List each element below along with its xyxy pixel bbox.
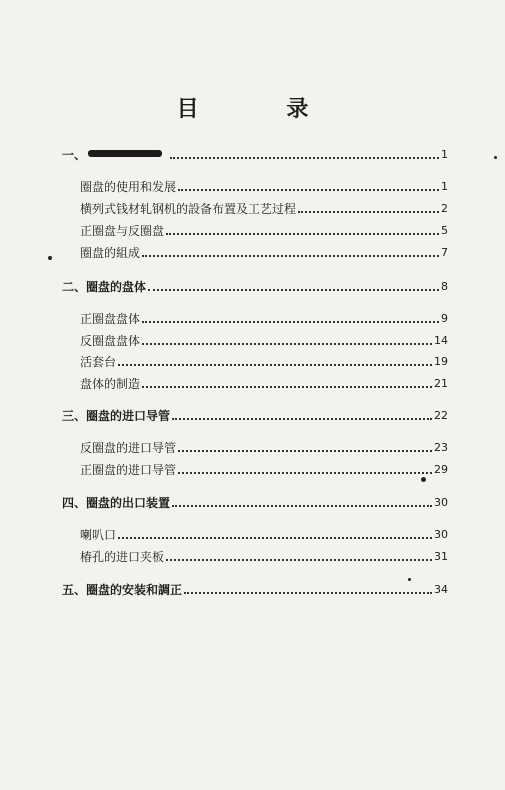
toc-entry-chapter-5[interactable] xyxy=(62,583,448,597)
toc-entry[interactable] xyxy=(80,463,448,477)
toc-entry-page: 29 xyxy=(434,463,448,476)
toc-entry-chapter-3[interactable] xyxy=(62,409,448,423)
toc-entry-page: 30 xyxy=(434,528,448,541)
dot-leader xyxy=(142,343,432,345)
toc-entry-page: 5 xyxy=(441,224,448,237)
toc-entry-label: 正圈盘的进口导管 xyxy=(80,463,177,477)
dot-leader xyxy=(142,255,439,257)
toc-entry-page: 8 xyxy=(441,280,448,293)
toc-entry-label: 圈盘的使用和发展 xyxy=(80,180,177,194)
toc-entry-chapter-2[interactable] xyxy=(62,280,448,294)
toc-entry-label: 反圈盘盘体 xyxy=(80,334,141,348)
toc-entry[interactable] xyxy=(80,246,448,260)
toc-entry[interactable] xyxy=(80,180,448,194)
toc-entry-page: 21 xyxy=(434,377,448,390)
toc-entry-label: 正圈盘盘体 xyxy=(80,312,141,326)
toc-entry-label: 二、圈盘的盘体 xyxy=(62,280,147,294)
dot-leader xyxy=(298,211,439,213)
toc-entry-page: 30 xyxy=(434,496,448,509)
toc-entry-label: 活套台 xyxy=(80,355,117,369)
toc-entry-chapter-4[interactable] xyxy=(62,496,448,510)
dot-leader xyxy=(166,233,439,235)
toc-entry-page: 2 xyxy=(441,202,448,215)
toc-entry-label: 一、 xyxy=(62,148,87,162)
toc-entry[interactable] xyxy=(80,224,448,238)
scan-speck xyxy=(421,477,426,482)
toc-entry[interactable] xyxy=(80,334,448,348)
toc-entry[interactable] xyxy=(80,355,448,369)
dot-leader xyxy=(166,559,432,561)
dot-leader xyxy=(118,537,432,539)
toc-entry[interactable] xyxy=(80,202,448,216)
toc-entry-page: 22 xyxy=(434,409,448,422)
toc-entry-page: 23 xyxy=(434,441,448,454)
toc-entry-page: 19 xyxy=(434,355,448,368)
page-title: 目 录 xyxy=(176,97,349,122)
dot-leader xyxy=(184,592,432,594)
toc-entry-chapter-1[interactable] xyxy=(62,148,448,162)
toc-entry-page: 9 xyxy=(441,312,448,325)
toc-entry-label: 五、圈盘的安装和調正 xyxy=(62,583,183,597)
toc-entry[interactable] xyxy=(80,312,448,326)
dot-leader xyxy=(170,157,439,159)
toc-entry[interactable] xyxy=(80,528,448,542)
toc-entry-page: 31 xyxy=(434,550,448,563)
toc-entry-page: 1 xyxy=(441,180,448,193)
toc-entry-label: 反圈盘的进口导管 xyxy=(80,441,177,455)
toc-entry-label: 圈盘的組成 xyxy=(80,246,141,260)
toc-entry-label: 正圈盘与反圈盘 xyxy=(80,224,165,238)
toc-entry-page: 7 xyxy=(441,246,448,259)
scan-speck xyxy=(494,156,497,159)
dot-leader xyxy=(178,189,439,191)
scan-speck xyxy=(408,578,411,581)
dot-leader xyxy=(172,418,432,420)
dot-leader xyxy=(178,472,432,474)
dot-leader xyxy=(178,450,432,452)
toc-entry-label: 三、圈盘的进口导管 xyxy=(62,409,171,423)
dot-leader xyxy=(172,505,432,507)
toc-entry-label: 四、圈盘的出口装置 xyxy=(62,496,171,510)
dot-leader xyxy=(142,321,439,323)
toc-entry[interactable] xyxy=(80,550,448,564)
toc-entry[interactable] xyxy=(80,377,448,391)
dot-leader xyxy=(118,364,432,366)
dot-leader xyxy=(142,386,432,388)
toc-entry-label: 盘体的制造 xyxy=(80,377,141,391)
toc-entry-label: 椿孔的进口夹板 xyxy=(80,550,165,564)
toc-entry-label: 横列式钱材轧钢机的設备布置及工艺过程 xyxy=(80,202,297,216)
toc-entry-page: 34 xyxy=(434,583,448,596)
scan-speck xyxy=(48,256,52,260)
toc-entry-page: 14 xyxy=(434,334,448,347)
toc-entry-label: 喇叭口 xyxy=(80,528,117,542)
dot-leader xyxy=(148,289,439,291)
toc-entry[interactable] xyxy=(80,441,448,455)
toc-entry-page: 1 xyxy=(441,148,448,161)
